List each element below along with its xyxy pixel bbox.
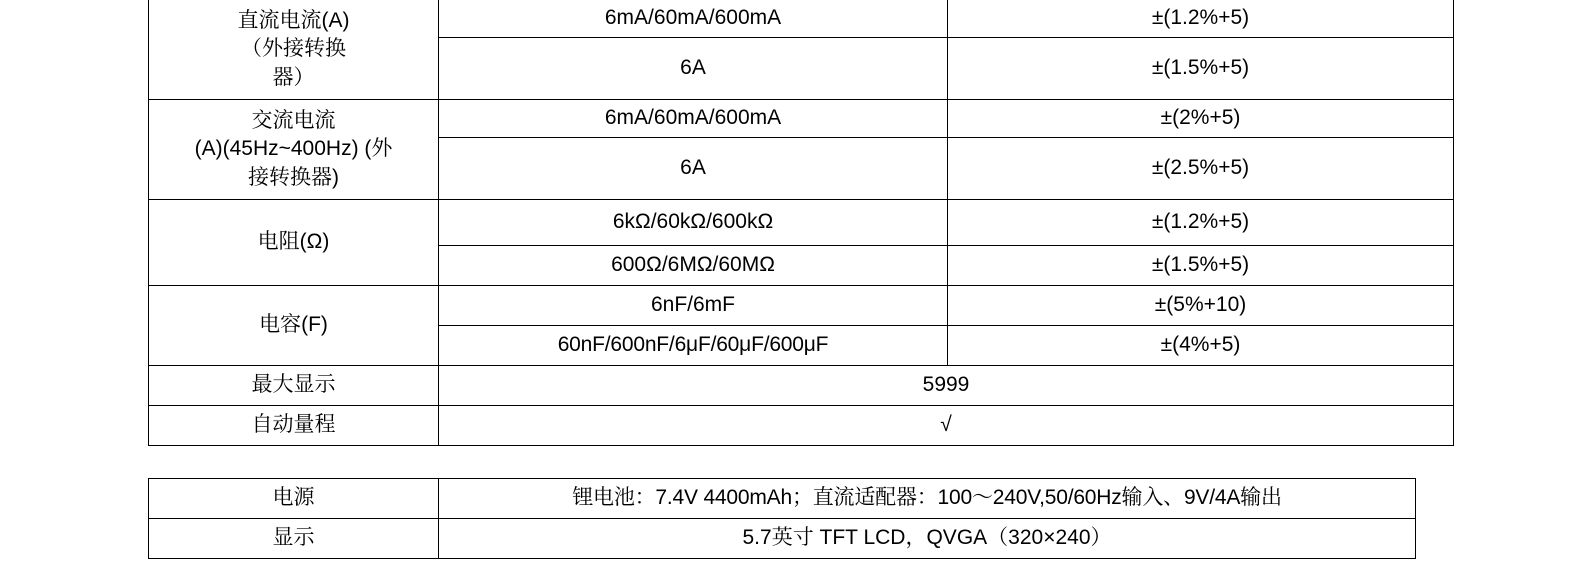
table-row: [149, 286, 1454, 326]
range-cell: 600Ω/6MΩ/60MΩ: [439, 246, 948, 286]
range-cell: 6nF/6mF: [439, 286, 948, 326]
table-row: [149, 200, 1454, 246]
specification-table: [148, 0, 1454, 446]
accuracy-cell: ±(2.5%+5): [948, 138, 1454, 200]
accuracy-cell: ±(1.2%+5): [948, 200, 1454, 246]
parameter-cell: 显示: [149, 519, 439, 559]
parameter-line: 电阻(Ω): [257, 230, 330, 254]
table-row: [149, 366, 1454, 406]
range-cell: 60nF/600nF/6μF/60μF/600μF: [439, 326, 948, 366]
parameter-cell: [149, 0, 439, 100]
parameter-cell: 最大显示: [149, 366, 439, 406]
range-cell: 6A: [439, 38, 948, 100]
parameter-line: 接转换器): [248, 165, 339, 189]
table-row: [149, 406, 1454, 446]
range-cell: 6A: [439, 138, 948, 200]
value-cell: 5.7英寸 TFT LCD，QVGA（320×240）: [439, 519, 1416, 559]
parameter-cell: [149, 286, 439, 366]
parameter-line: （外接转换: [241, 37, 346, 61]
range-cell: 6mA/60mA/600mA: [439, 100, 948, 138]
range-cell: 6kΩ/60kΩ/600kΩ: [439, 200, 948, 246]
accuracy-cell: ±(1.5%+5): [948, 38, 1454, 100]
table-row: [149, 519, 1416, 559]
parameter-cell: 电源: [149, 479, 439, 519]
accuracy-cell: ±(1.2%+5): [948, 0, 1454, 38]
parameter-cell: [149, 200, 439, 286]
accuracy-cell: ±(5%+10): [948, 286, 1454, 326]
table-row: [149, 0, 1454, 38]
parameter-line: 交流电流: [251, 108, 336, 132]
parameter-line: 电容(F): [259, 313, 328, 337]
range-cell: 6mA/60mA/600mA: [439, 0, 948, 38]
value-cell: 锂电池：7.4V 4400mAh；直流适配器：100～240V,50/60Hz输入、9V/4A输出: [439, 479, 1416, 519]
accuracy-cell: ±(2%+5): [948, 100, 1454, 138]
parameter-cell: 自动量程: [149, 406, 439, 446]
parameter-cell: [149, 100, 439, 200]
value-cell: 5999: [439, 366, 1454, 406]
power-display-table: [148, 478, 1416, 559]
value-cell: √: [439, 406, 1454, 446]
parameter-line: 器）: [272, 65, 315, 89]
accuracy-cell: ±(1.5%+5): [948, 246, 1454, 286]
parameter-line: 直流电流(A): [237, 8, 350, 32]
table-row: [149, 100, 1454, 138]
accuracy-cell: ±(4%+5): [948, 326, 1454, 366]
table-row: [149, 479, 1416, 519]
parameter-line: (A)(45Hz~400Hz) (外: [194, 137, 393, 161]
